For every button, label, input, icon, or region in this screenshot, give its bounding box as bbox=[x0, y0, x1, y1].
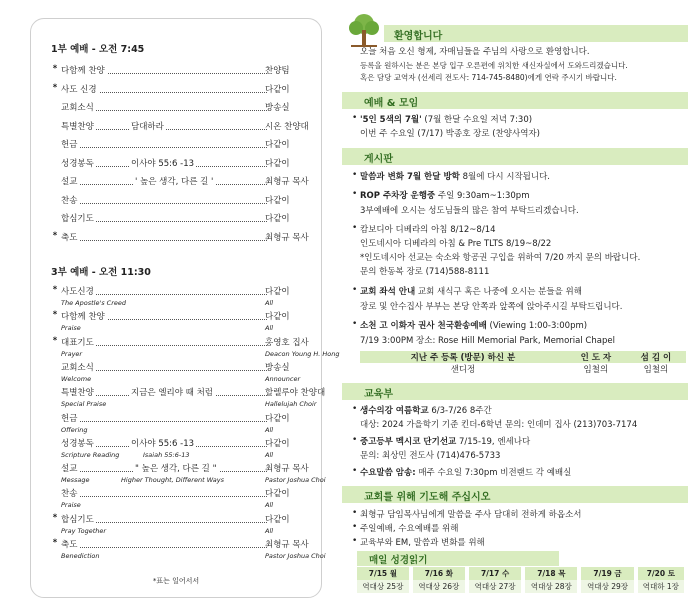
notice-3-line-4: 문의 한동복 장로 (714)588-8111 bbox=[360, 267, 490, 277]
program-item-en: The Apostle's Creed bbox=[61, 299, 127, 307]
worship-order-card bbox=[30, 18, 340, 598]
program-leader: 방송실 bbox=[265, 362, 290, 373]
reading-chapter: 역대상 27장 bbox=[467, 580, 523, 593]
edu-2-detail: 문의: 최상민 전도사 (714)476-5733 bbox=[360, 451, 501, 461]
program-leader: 다같이 bbox=[265, 413, 290, 424]
prayer-section-header bbox=[342, 486, 688, 503]
reading-day: 7/18 목 bbox=[523, 567, 579, 580]
leader-dots bbox=[61, 496, 267, 497]
program-row bbox=[51, 512, 313, 535]
welcome-line-1: 오늘 처음 오신 형제, 자매님들을 주님의 사랑으로 환영합니다. bbox=[360, 47, 590, 57]
program-row bbox=[51, 83, 313, 97]
program-leader: 다같이 bbox=[265, 489, 290, 500]
program-row bbox=[51, 412, 313, 434]
program-detail: 이사야 55:6 -13 bbox=[131, 438, 195, 449]
program-leader: 다같이 bbox=[265, 214, 290, 224]
program-leader-en: All bbox=[265, 501, 274, 510]
program-item: 대표기도 bbox=[61, 337, 94, 348]
program-leader: 다같이 bbox=[265, 140, 290, 150]
program-leader: 다같이 bbox=[265, 158, 290, 169]
third-service-title: 3부 예배 - 오전 11:30 bbox=[51, 267, 151, 278]
program-row bbox=[51, 101, 313, 115]
vol-leader: 임철의 bbox=[583, 365, 609, 375]
program-item-en: Special Praise bbox=[61, 400, 107, 409]
welcome-title: 환영합니다 bbox=[394, 31, 443, 42]
standing-mark: * bbox=[52, 335, 58, 346]
standing-mark: * bbox=[52, 512, 58, 523]
program-item: 교회소식 bbox=[61, 362, 94, 373]
program-leader-en: Hallelujah Choir bbox=[265, 400, 317, 409]
program-row bbox=[51, 157, 313, 171]
vol-server: 임철의 bbox=[643, 365, 669, 375]
program-leader: 최형규 목사 bbox=[265, 464, 309, 475]
prayer-1: 최형규 담임목사님에게 말씀을 주사 담대히 전하게 하옵소서 bbox=[360, 510, 582, 520]
reading-section-header bbox=[357, 551, 559, 566]
program-leader: 다같이 bbox=[265, 438, 290, 449]
leader-dots bbox=[61, 147, 267, 148]
edu-2: 중고등부 멕시코 단기선교 7/15-19, 엔세나다 bbox=[360, 437, 531, 447]
notice-3: 캄보디아 디베라의 아침 8/12~8/14 bbox=[360, 225, 496, 235]
notice-4-detail: 장로 및 안수집사 부부는 본당 안쪽과 앞쪽에 앉아주시길 부탁드립니다. bbox=[360, 302, 623, 312]
program-leader-en: All bbox=[265, 526, 274, 535]
notice-3-line-3: *인도네시아 선교는 숙소와 항공권 구입을 위하여 7/20 까지 문의 바랍니다. bbox=[360, 253, 641, 263]
reading-day: 7/19 금 bbox=[579, 567, 635, 580]
program-row bbox=[51, 138, 313, 152]
program-leader: 시온 찬양대 bbox=[265, 121, 309, 132]
edu-3: 수요말씀 암송: 매주 수요일 7:30pm 비전랜드 각 예배실 bbox=[360, 468, 572, 478]
program-leader: 최형규 목사 bbox=[265, 540, 309, 550]
reading-title: 매일 성경읽기 bbox=[369, 555, 428, 566]
program-item-en: Pray Together bbox=[61, 526, 107, 535]
standing-mark: * bbox=[52, 538, 58, 548]
program-leader: 최형규 목사 bbox=[265, 177, 309, 187]
prayer-3: 교육부와 EM, 말씀과 변화를 위해 bbox=[360, 538, 485, 548]
reading-chapter: 역대상 29장 bbox=[579, 580, 635, 593]
notice-5: 소천 고 이화자 권사 천국환송예배 (Viewing 1:00-3:00pm) bbox=[360, 321, 588, 331]
education-section-header bbox=[342, 383, 688, 400]
program-item: 설교 bbox=[61, 464, 78, 475]
worship-line-1: '5인 5색의 7월' (7월 한달 수요일 저녁 7:30) bbox=[360, 115, 533, 125]
program-item: 사도신경 bbox=[61, 287, 94, 297]
program-item: 특별찬양 bbox=[61, 121, 94, 132]
program-item-en: Prayer bbox=[61, 349, 83, 358]
program-row bbox=[51, 310, 313, 333]
vol-visitor: 샌디정 bbox=[450, 365, 476, 375]
reading-table bbox=[357, 567, 688, 593]
welcome-section-header bbox=[384, 25, 688, 42]
standing-footnote: *표는 일어서서 bbox=[152, 577, 200, 585]
program-row bbox=[51, 64, 313, 78]
program-item: 사도 신경 bbox=[61, 84, 97, 95]
edu-1-detail: 대상: 2024 가을학기 기준 킨더-6학년 문의: 인데미 집사 (213)703-7174 bbox=[360, 420, 638, 430]
notice-2: ROP 주차장 운행중 주일 9:30am~1:30pm bbox=[360, 191, 530, 201]
program-detail-en: Higher Thought, Different Ways bbox=[121, 476, 224, 485]
program-item-en: Scripture Reading bbox=[61, 450, 120, 459]
welcome-line-3: 혹은 담당 교역자 (선세리 전도사: 714-745-8480)에게 연락 주시기 바랍니다. bbox=[360, 73, 617, 82]
vol-header-visitor: 지난 주 등록 (방문) 하신 분 bbox=[360, 351, 566, 363]
leader-dots bbox=[61, 421, 267, 422]
program-leader-en: Pastor Joshua Choi bbox=[265, 552, 326, 560]
program-item: 교회소식 bbox=[61, 103, 94, 113]
program-leader-en: Announcer bbox=[265, 374, 301, 383]
notice-3-line-2: 인도네시아 디베라의 아침 & Pre TLTS 8/19~8/22 bbox=[360, 239, 552, 249]
program-item-en: Message bbox=[61, 476, 90, 485]
volunteer-table bbox=[360, 351, 686, 375]
program-detail-en: Isaiah 55:6-13 bbox=[143, 450, 190, 459]
notice-section-header bbox=[342, 148, 688, 165]
education-title: 교육부 bbox=[364, 389, 393, 400]
program-row bbox=[51, 386, 326, 409]
leader-dots bbox=[61, 203, 267, 204]
program-detail: 담대하라 bbox=[131, 121, 164, 132]
welcome-line-2: 등록을 원하시는 분은 본당 입구 오른편에 위치한 새신자실에서 도와드리겠습니다. bbox=[360, 61, 628, 70]
program-leader-en: All bbox=[265, 425, 274, 434]
vol-header-server: 섬 김 이 bbox=[626, 351, 686, 363]
program-item: 찬송 bbox=[61, 195, 78, 206]
reading-chapter: 역대상 25장 bbox=[357, 580, 411, 593]
worship-section-header bbox=[342, 92, 688, 109]
program-leader: 최형규 목사 bbox=[265, 232, 309, 243]
program-detail: 지금은 엘리야 때 처럼 bbox=[131, 388, 214, 399]
program-item: 축도 bbox=[61, 232, 78, 243]
program-item-en: Offering bbox=[61, 425, 88, 434]
program-leader-en: All bbox=[265, 299, 274, 307]
program-item: 성경봉독 bbox=[61, 158, 94, 169]
program-leader: 할렐루야 찬양대 bbox=[265, 388, 326, 399]
program-leader: 다같이 bbox=[265, 195, 290, 206]
program-detail: " 높은 생각, 다른 길 " bbox=[135, 464, 217, 475]
standing-mark: * bbox=[52, 64, 58, 74]
program-item-en: Benediction bbox=[61, 552, 100, 560]
reading-day: 7/20 토 bbox=[636, 567, 686, 580]
program-leader-en: Deacon Young H. Hong bbox=[265, 349, 340, 358]
standing-mark: * bbox=[52, 285, 58, 295]
program-item-en: Praise bbox=[61, 324, 81, 333]
program-item: 찬송 bbox=[61, 489, 78, 500]
program-item: 합심기도 bbox=[61, 214, 94, 224]
program-item-en: Welcome bbox=[61, 374, 92, 383]
program-item: 헌금 bbox=[61, 413, 78, 424]
reading-day: 7/17 수 bbox=[467, 567, 523, 580]
program-leader: 다같이 bbox=[265, 287, 290, 297]
program-detail: ' 높은 생각, 다른 길 ' bbox=[135, 177, 214, 187]
reading-day: 7/15 월 bbox=[357, 567, 411, 580]
program-row bbox=[51, 285, 313, 307]
reading-day: 7/16 화 bbox=[411, 567, 467, 580]
program-item: 헌금 bbox=[61, 140, 78, 150]
program-row bbox=[51, 335, 340, 358]
program-row bbox=[51, 487, 313, 510]
reading-chapter: 역대하 1장 bbox=[636, 580, 686, 593]
program-row bbox=[51, 437, 313, 459]
worship-line-2: 이번 주 수요일 (7/17) 박종호 장로 (찬양사역자) bbox=[360, 129, 540, 139]
standing-mark: * bbox=[52, 310, 58, 321]
program-item: 다함께 찬양 bbox=[61, 312, 105, 323]
program-row bbox=[51, 462, 326, 485]
program-item-en: Praise bbox=[61, 501, 81, 510]
vol-header-leader: 인 도 자 bbox=[566, 351, 626, 363]
program-row bbox=[51, 231, 313, 245]
program-leader: 다같이 bbox=[265, 84, 290, 95]
program-leader-en: Pastor Joshua Choi bbox=[265, 476, 326, 485]
program-detail: 이사야 55:6 -13 bbox=[131, 158, 195, 169]
bullet: • bbox=[352, 113, 358, 123]
program-row bbox=[51, 175, 313, 189]
standing-mark: * bbox=[52, 230, 58, 241]
program-row bbox=[51, 194, 313, 208]
prayer-title: 교회를 위해 기도해 주십시오 bbox=[364, 492, 491, 503]
program-item: 합심기도 bbox=[61, 514, 94, 525]
first-service-title: 1부 예배 - 오전 7:45 bbox=[51, 44, 145, 55]
reading-chapter: 역대상 26장 bbox=[411, 580, 467, 593]
notice-1: 말씀과 변화 7월 한달 방학 8월에 다시 시작됩니다. bbox=[360, 172, 550, 182]
program-row bbox=[51, 212, 313, 226]
program-row bbox=[51, 120, 313, 134]
program-row bbox=[51, 361, 313, 383]
program-item: 특별찬양 bbox=[61, 388, 94, 399]
program-leader: 방송실 bbox=[265, 103, 290, 113]
program-item: 축도 bbox=[61, 540, 78, 550]
notice-2-detail: 3부예배에 오시는 성도님들의 많은 참여 부탁드리겠습니다. bbox=[360, 206, 579, 216]
program-item: 다함께 찬양 bbox=[61, 66, 105, 76]
notice-4: 교회 좌석 안내 교회 새식구 혹은 나중에 오시는 분들을 위해 bbox=[360, 287, 582, 297]
program-item: 성경봉독 bbox=[61, 438, 94, 449]
notice-5-detail: 7/19 3:00PM 장소: Rose Hill Memorial Park, Memorial Chapel bbox=[360, 336, 615, 346]
program-leader: 찬양팀 bbox=[265, 66, 290, 76]
edu-1: 생수의강 여름학교 6/3-7/26 8주간 bbox=[360, 406, 492, 416]
program-leader: 다같이 bbox=[265, 514, 290, 525]
notice-title: 게시판 bbox=[364, 154, 393, 165]
reading-chapter: 역대상 28장 bbox=[523, 580, 579, 593]
program-leader: 홍영호 집사 bbox=[265, 337, 309, 348]
leader-dots bbox=[61, 547, 267, 548]
leader-dots bbox=[61, 240, 267, 241]
program-leader: 다같이 bbox=[265, 312, 290, 323]
prayer-2: 주일예배, 수요예배를 위해 bbox=[360, 524, 459, 534]
program-leader-en: All bbox=[265, 324, 274, 333]
program-item: 설교 bbox=[61, 177, 78, 187]
worship-title: 예배 & 모임 bbox=[364, 98, 419, 109]
standing-mark: * bbox=[52, 82, 58, 93]
program-row bbox=[51, 538, 326, 560]
program-leader-en: All bbox=[265, 450, 274, 459]
